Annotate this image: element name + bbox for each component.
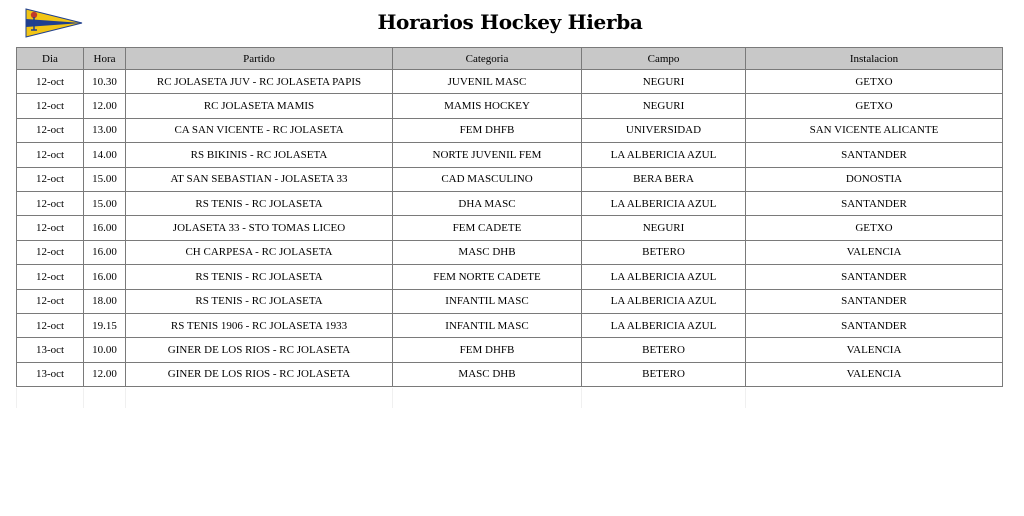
cell-partido: RS TENIS - RC JOLASETA bbox=[126, 265, 393, 289]
cell-instalacion: GETXO bbox=[746, 70, 1003, 94]
cell-hora: 12.00 bbox=[84, 362, 126, 386]
cell-categoria: FEM DHFB bbox=[393, 338, 582, 362]
cell-categoria: NORTE JUVENIL FEM bbox=[393, 143, 582, 167]
cell-partido: CA SAN VICENTE - RC JOLASETA bbox=[126, 118, 393, 142]
table-row bbox=[17, 118, 1003, 142]
cell-partido: RS TENIS 1906 - RC JOLASETA 1933 bbox=[126, 313, 393, 337]
cell-hora: 15.00 bbox=[84, 191, 126, 215]
table-row bbox=[17, 70, 1003, 94]
cell-instalacion: VALENCIA bbox=[746, 362, 1003, 386]
cell-categoria: MASC DHB bbox=[393, 362, 582, 386]
cell-partido: RC JOLASETA JUV - RC JOLASETA PAPIS bbox=[126, 70, 393, 94]
cell-hora: 16.00 bbox=[84, 216, 126, 240]
cell-partido: JOLASETA 33 - STO TOMAS LICEO bbox=[126, 216, 393, 240]
cell-hora: 15.00 bbox=[84, 167, 126, 191]
cell-campo: BERA BERA bbox=[582, 167, 746, 191]
column-header-campo: Campo bbox=[582, 48, 746, 70]
cell-campo: NEGURI bbox=[582, 70, 746, 94]
cell-categoria: INFANTIL MASC bbox=[393, 289, 582, 313]
cell-categoria: JUVENIL MASC bbox=[393, 70, 582, 94]
cell-campo: NEGURI bbox=[582, 94, 746, 118]
empty-grid-remnant bbox=[16, 388, 1002, 408]
cell-dia: 13-oct bbox=[17, 362, 84, 386]
cell-campo: BETERO bbox=[582, 338, 746, 362]
table-row bbox=[17, 240, 1003, 264]
column-header-categoria: Categoria bbox=[393, 48, 582, 70]
cell-hora: 13.00 bbox=[84, 118, 126, 142]
cell-partido: RS BIKINIS - RC JOLASETA bbox=[126, 143, 393, 167]
cell-hora: 16.00 bbox=[84, 240, 126, 264]
table-row bbox=[17, 265, 1003, 289]
cell-dia: 13-oct bbox=[17, 338, 84, 362]
cell-partido: GINER DE LOS RIOS - RC JOLASETA bbox=[126, 338, 393, 362]
cell-categoria: MASC DHB bbox=[393, 240, 582, 264]
table-row bbox=[17, 362, 1003, 386]
table-row bbox=[17, 216, 1003, 240]
table-header-row bbox=[17, 48, 1003, 70]
table-row bbox=[17, 289, 1003, 313]
cell-instalacion: GETXO bbox=[746, 94, 1003, 118]
cell-campo: LA ALBERICIA AZUL bbox=[582, 265, 746, 289]
cell-dia: 12-oct bbox=[17, 313, 84, 337]
cell-instalacion: SANTANDER bbox=[746, 265, 1003, 289]
cell-dia: 12-oct bbox=[17, 216, 84, 240]
cell-partido: GINER DE LOS RIOS - RC JOLASETA bbox=[126, 362, 393, 386]
cell-categoria: DHA MASC bbox=[393, 191, 582, 215]
cell-categoria: FEM CADETE bbox=[393, 216, 582, 240]
cell-dia: 12-oct bbox=[17, 167, 84, 191]
cell-dia: 12-oct bbox=[17, 94, 84, 118]
cell-campo: LA ALBERICIA AZUL bbox=[582, 143, 746, 167]
cell-categoria: INFANTIL MASC bbox=[393, 313, 582, 337]
column-header-dia: Dia bbox=[17, 48, 84, 70]
cell-instalacion: SANTANDER bbox=[746, 313, 1003, 337]
schedule-table bbox=[16, 47, 1003, 387]
cell-instalacion: VALENCIA bbox=[746, 240, 1003, 264]
cell-dia: 12-oct bbox=[17, 118, 84, 142]
cell-dia: 12-oct bbox=[17, 265, 84, 289]
table-row bbox=[17, 338, 1003, 362]
cell-instalacion: SANTANDER bbox=[746, 143, 1003, 167]
table-row bbox=[17, 143, 1003, 167]
cell-categoria: CAD MASCULINO bbox=[393, 167, 582, 191]
cell-campo: UNIVERSIDAD bbox=[582, 118, 746, 142]
column-header-partido: Partido bbox=[126, 48, 393, 70]
cell-instalacion: GETXO bbox=[746, 216, 1003, 240]
cell-hora: 10.00 bbox=[84, 338, 126, 362]
cell-categoria: FEM DHFB bbox=[393, 118, 582, 142]
table-row bbox=[17, 167, 1003, 191]
cell-hora: 10.30 bbox=[84, 70, 126, 94]
cell-campo: BETERO bbox=[582, 240, 746, 264]
cell-partido: CH CARPESA - RC JOLASETA bbox=[126, 240, 393, 264]
cell-dia: 12-oct bbox=[17, 289, 84, 313]
cell-instalacion: SANTANDER bbox=[746, 191, 1003, 215]
table-row bbox=[17, 313, 1003, 337]
cell-partido: RS TENIS - RC JOLASETA bbox=[126, 191, 393, 215]
cell-hora: 14.00 bbox=[84, 143, 126, 167]
table-row bbox=[17, 94, 1003, 118]
cell-hora: 19.15 bbox=[84, 313, 126, 337]
cell-instalacion: DONOSTIA bbox=[746, 167, 1003, 191]
cell-instalacion: VALENCIA bbox=[746, 338, 1003, 362]
cell-instalacion: SAN VICENTE ALICANTE bbox=[746, 118, 1003, 142]
table-row bbox=[17, 191, 1003, 215]
column-header-instalacion: Instalacion bbox=[746, 48, 1003, 70]
cell-campo: NEGURI bbox=[582, 216, 746, 240]
column-header-hora: Hora bbox=[84, 48, 126, 70]
cell-campo: LA ALBERICIA AZUL bbox=[582, 191, 746, 215]
cell-dia: 12-oct bbox=[17, 240, 84, 264]
cell-partido: RC JOLASETA MAMIS bbox=[126, 94, 393, 118]
cell-campo: LA ALBERICIA AZUL bbox=[582, 289, 746, 313]
page-title: Horarios Hockey Hierba bbox=[377, 10, 643, 34]
cell-hora: 12.00 bbox=[84, 94, 126, 118]
cell-campo: BETERO bbox=[582, 362, 746, 386]
cell-partido: RS TENIS - RC JOLASETA bbox=[126, 289, 393, 313]
cell-dia: 12-oct bbox=[17, 143, 84, 167]
cell-campo: LA ALBERICIA AZUL bbox=[582, 313, 746, 337]
cell-hora: 16.00 bbox=[84, 265, 126, 289]
cell-categoria: FEM NORTE CADETE bbox=[393, 265, 582, 289]
cell-partido: AT SAN SEBASTIAN - JOLASETA 33 bbox=[126, 167, 393, 191]
cell-dia: 12-oct bbox=[17, 191, 84, 215]
cell-categoria: MAMIS HOCKEY bbox=[393, 94, 582, 118]
cell-dia: 12-oct bbox=[17, 70, 84, 94]
cell-instalacion: SANTANDER bbox=[746, 289, 1003, 313]
cell-hora: 18.00 bbox=[84, 289, 126, 313]
